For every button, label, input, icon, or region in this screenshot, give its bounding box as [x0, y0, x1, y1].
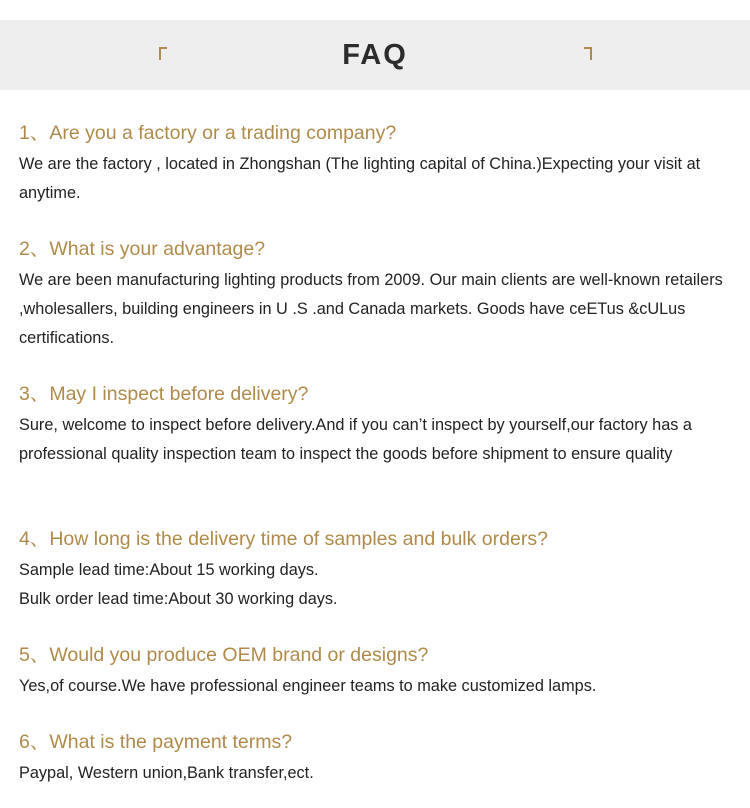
faq-item-2	[19, 237, 739, 353]
page-title: FAQ	[342, 39, 408, 71]
faq-item-3	[19, 382, 739, 469]
faq-question-1: 1、Are you a factory or a trading company?	[19, 122, 397, 144]
faq-item-4	[19, 527, 739, 614]
faq-answer-4-line-1: Sample lead time:About 15 working days.	[19, 561, 319, 579]
faq-question-5: 5、Would you produce OEM brand or designs?	[19, 644, 429, 666]
faq-question-6: 6、What is the payment terms?	[19, 731, 293, 753]
faq-question-2: 2、What is your advantage?	[19, 238, 266, 260]
faq-answer-2: We are been manufacturing lighting products from 2009. Our main clients are well-known retailers ,wholesallers, building engineers in U .S .and Canada markets. Goods have ceETus &cULus certifications.	[19, 271, 723, 347]
faq-item-6	[19, 730, 739, 788]
faq-answer-5: Yes,of course.We have professional engineer teams to make customized lamps.	[19, 677, 597, 695]
faq-item-5	[19, 643, 739, 701]
faq-header-bar	[0, 20, 750, 90]
faq-answer-4-line-2: Bulk order lead time:About 30 working days.	[19, 590, 338, 608]
faq-item-1	[19, 121, 739, 208]
faq-answer-6: Paypal, Western union,Bank transfer,ect.	[19, 764, 314, 782]
faq-question-4: 4、How long is the delivery time of samples and bulk orders?	[19, 528, 548, 550]
faq-question-3: 3、May I inspect before delivery?	[19, 383, 309, 405]
faq-answer-1: We are the factory , located in Zhongshan (The lighting capital of China.)Expecting your visit at anytime.	[19, 155, 701, 202]
corner-bracket-right-icon	[584, 47, 592, 60]
faq-answer-3: Sure, welcome to inspect before delivery.And if you can’t inspect by yourself,our factory has a professional quality inspection team to inspect the goods before shipment to ensure quality	[19, 416, 692, 463]
